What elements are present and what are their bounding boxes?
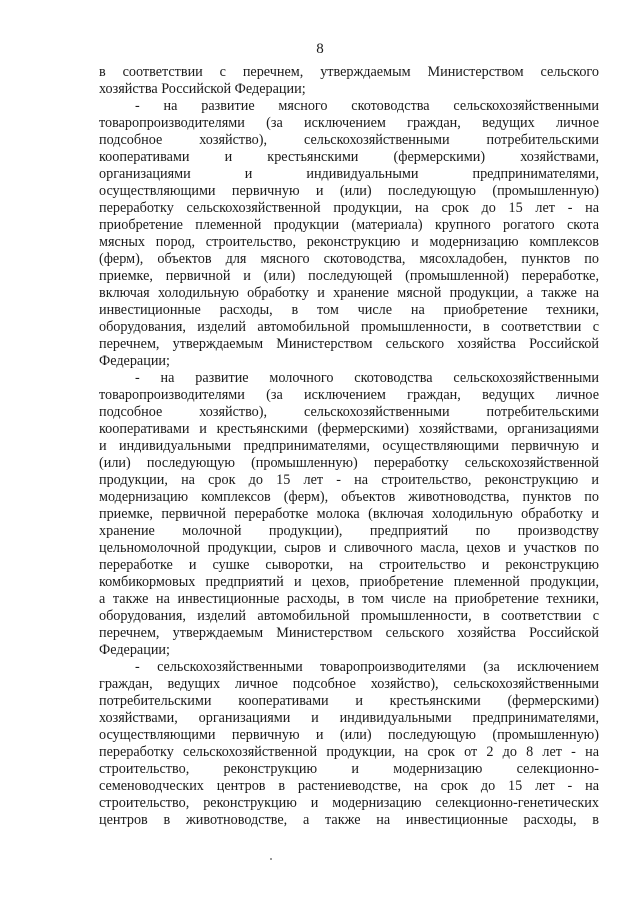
text-line: (или) последующую (промышленную) переработку сельскохозяйственной — [99, 455, 599, 471]
text-line: перечнем, утверждаемым Министерством сельского хозяйства Российской — [99, 625, 599, 641]
text-line: подсобное хозяйство), сельскохозяйственными потребительскими — [99, 132, 599, 148]
text-line: оборудования, изделий автомобильной промышленности, в соответствии с — [99, 608, 599, 624]
text-line: организациями и индивидуальными предпринимателями, — [99, 166, 599, 182]
scan-speck — [270, 858, 272, 860]
text-line: в соответствии с перечнем, утверждаемым Министерством сельского — [99, 64, 599, 80]
text-line: оборудования, изделий автомобильной промышленности, в соответствии с — [99, 319, 599, 335]
text-line: граждан, ведущих личное подсобное хозяйство), сельскохозяйственными — [99, 676, 599, 692]
text-line: перечнем, утверждаемым Министерством сельского хозяйства Российской — [99, 336, 599, 352]
text-line: мясных пород, строительство, реконструкцию и модернизацию комплексов — [99, 234, 599, 250]
text-line: переработке и сушке сыворотки, на строительство и реконструкцию — [99, 557, 599, 573]
text-line: и индивидуальными предпринимателями, осуществляющими первичную и — [99, 438, 599, 454]
text-line: осуществляющими первичную и (или) последующую (промышленную) — [99, 727, 599, 743]
text-line: Федерации; — [99, 642, 170, 658]
text-line: переработку сельскохозяйственной продукции, на срок от 2 до 8 лет - на — [99, 744, 599, 760]
text-line: включая холодильную обработку и хранение мясной продукции, а также на — [99, 285, 599, 301]
text-line: строительство, реконструкцию и модернизацию селекционно- — [99, 761, 599, 777]
text-line: центров в животноводстве, а также на инвестиционные расходы, в — [99, 812, 599, 828]
text-line: кооперативами и крестьянскими (фермерскими) хозяйствами, — [99, 149, 599, 165]
text-line: Федерации; — [99, 353, 170, 369]
text-line: продукции, на срок до 15 лет - на строительство, реконструкцию и — [99, 472, 599, 488]
text-line: - на развитие мясного скотоводства сельскохозяйственными — [135, 98, 599, 114]
text-line: строительство, реконструкцию и модернизацию селекционно-генетических — [99, 795, 599, 811]
text-line: семеноводческих центров в растениеводстве, на срок до 15 лет - на — [99, 778, 599, 794]
text-line: приемке, первичной и (или) последующей (промышленной) переработке, — [99, 268, 599, 284]
text-line: - на развитие молочного скотоводства сельскохозяйственными — [135, 370, 599, 386]
text-line: кооперативами и крестьянскими (фермерскими) хозяйствами, организациями — [99, 421, 599, 437]
text-line: хозяйства Российской Федерации; — [99, 81, 306, 97]
text-line: приемке, первичной переработке молока (включая холодильную обработку и — [99, 506, 599, 522]
page-number: 8 — [316, 41, 324, 57]
text-line: инвестиционные расходы, в том числе на приобретение техники, — [99, 302, 599, 318]
text-line: осуществляющими первичную и (или) последующую (промышленную) — [99, 183, 599, 199]
text-line: подсобное хозяйство), сельскохозяйственными потребительскими — [99, 404, 599, 420]
text-line: хозяйствами, организациями и индивидуальными предпринимателями, — [99, 710, 599, 726]
text-line: - сельскохозяйственными товаропроизводителями (за исключением — [135, 659, 599, 675]
text-line: потребительскими кооперативами и крестьянскими (фермерскими) — [99, 693, 599, 709]
text-line: хранение молочной продукции), предприятий по производству — [99, 523, 599, 539]
text-line: переработку сельскохозяйственной продукции, на срок до 15 лет - на — [99, 200, 599, 216]
text-line: цельномолочной продукции, сыров и сливочного масла, цехов и участков по — [99, 540, 599, 556]
text-line: (ферм), объектов для мясного скотоводства, мясохладобен, пунктов по — [99, 251, 599, 267]
body-text — [99, 64, 599, 829]
text-line: приобретение племенной продукции (материала) крупного рогатого скота — [99, 217, 599, 233]
text-line: модернизацию комплексов (ферм), объектов животноводства, пунктов по — [99, 489, 599, 505]
text-line: товаропроизводителями (за исключением граждан, ведущих личное — [99, 115, 599, 131]
text-line: комбикормовых предприятий и цехов, приобретение племенной продукции, — [99, 574, 599, 590]
text-line: а также на инвестиционные расходы, в том числе на приобретение техники, — [99, 591, 599, 607]
text-line: товаропроизводителями (за исключением граждан, ведущих личное — [99, 387, 599, 403]
